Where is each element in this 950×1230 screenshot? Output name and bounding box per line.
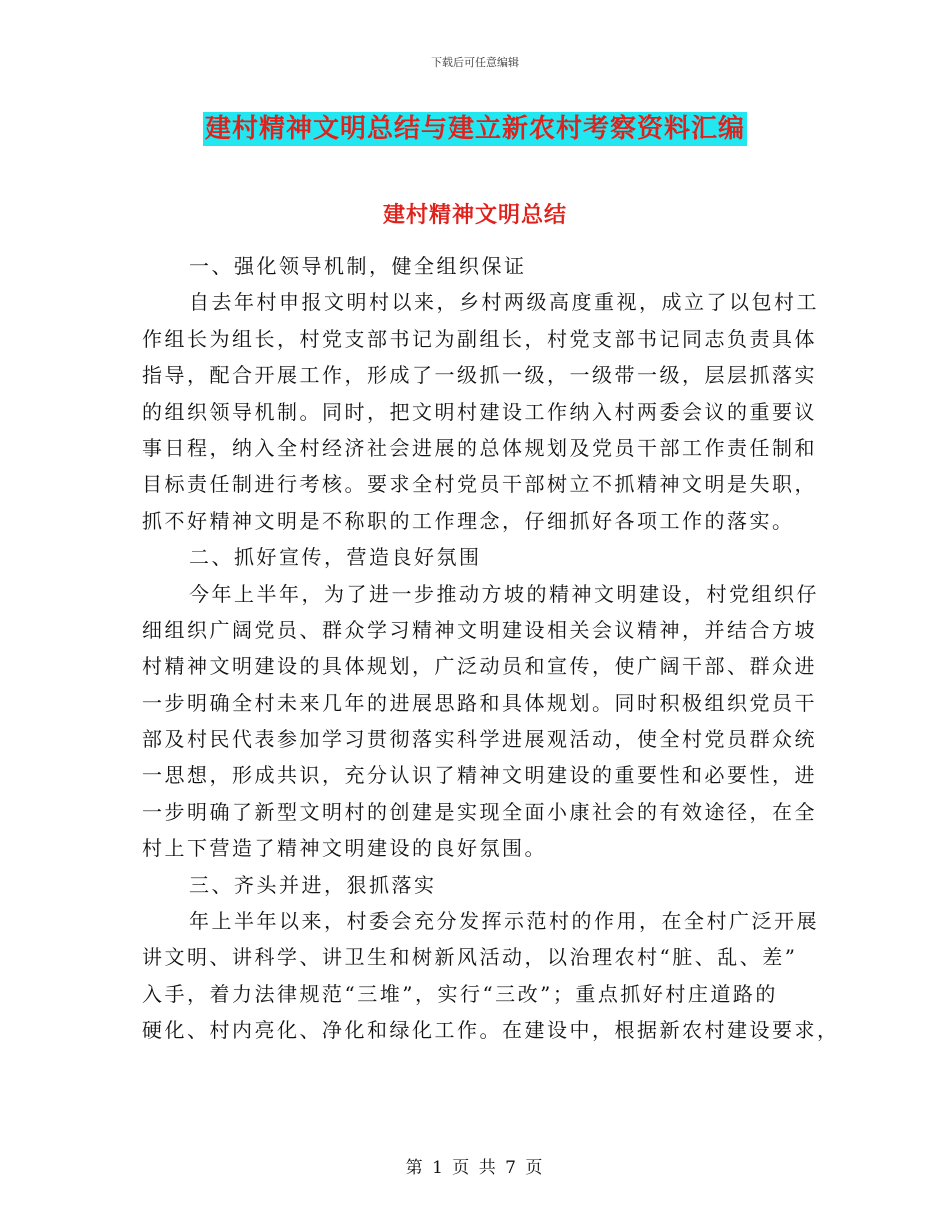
main-title: 建村精神文明总结与建立新农村考察资料汇编 xyxy=(204,114,745,144)
text-line: 三、齐头并进，狠抓落实 xyxy=(189,872,437,897)
text-line: 的组织领导机制。同时，把文明村建设工作纳入村两委会议的重要议 xyxy=(142,399,817,424)
section-title: 建村精神文明总结 xyxy=(382,203,567,228)
text-line: 年上半年以来，村委会充分发挥示范村的作用，在全村广泛开展 xyxy=(189,909,819,934)
text-line: 细组织广阔党员、群众学习精神文明建设相关会议精神，并结合方坡 xyxy=(142,617,817,642)
text-line: 二、抓好宣传，营造良好氛围 xyxy=(189,545,482,570)
text-line: 一、强化领导机制，健全组织保证 xyxy=(189,254,527,278)
text-line: 事日程，纳入全村经济社会进展的总体规划及党员干部工作责任制和 xyxy=(142,435,817,460)
text-line: 作组长为组长，村党支部书记为副组长，村党支部书记同志负责具体 xyxy=(142,326,817,351)
text-line: 自去年村申报文明村以来，乡村两级高度重视，成立了以包村工 xyxy=(189,290,819,315)
text-line: 村精神文明建设的具体规划，广泛动员和宣传，使广阔干部、群众进 xyxy=(142,654,817,679)
text-line: 一思想，形成共识，充分认识了精神文明建设的重要性和必要性，进 xyxy=(142,763,817,788)
document-body xyxy=(142,248,840,1049)
text-line: 入手，着力法律规范“三堆”，实行“三改”；重点抓好村庄道路的 xyxy=(142,981,778,1006)
text-line: 一步明确全村未来几年的进展思路和具体规划。同时积极组织党员干 xyxy=(142,690,817,715)
text-line: 目标责任制进行考核。要求全村党员干部树立不抓精神文明是失职， xyxy=(142,472,817,497)
header-note: 下载后可任意编辑 xyxy=(431,56,519,69)
text-line: 一步明确了新型文明村的创建是实现全面小康社会的有效途径，在全 xyxy=(142,799,817,824)
text-line: 讲文明、讲科学、讲卫生和树新风活动，以治理农村“脏、乱、差” xyxy=(142,945,798,970)
text-line: 村上下营造了精神文明建设的良好氛围。 xyxy=(142,836,547,861)
text-line: 硬化、村内亮化、净化和绿化工作。在建设中，根据新农村建设要求， xyxy=(142,1018,840,1043)
page-footer: 第 1 页 共 7 页 xyxy=(405,1158,545,1178)
text-line: 指导，配合开展工作，形成了一级抓一级，一级带一级，层层抓落实 xyxy=(142,363,817,388)
text-line: 部及村民代表参加学习贯彻落实科学进展观活动，使全村党员群众统 xyxy=(142,727,817,752)
text-line: 今年上半年，为了进一步推动方坡的精神文明建设，村党组织仔 xyxy=(189,581,819,606)
main-title-container xyxy=(0,112,950,146)
text-line: 抓不好精神文明是不称职的工作理念，仔细抓好各项工作的落实。 xyxy=(142,508,795,533)
